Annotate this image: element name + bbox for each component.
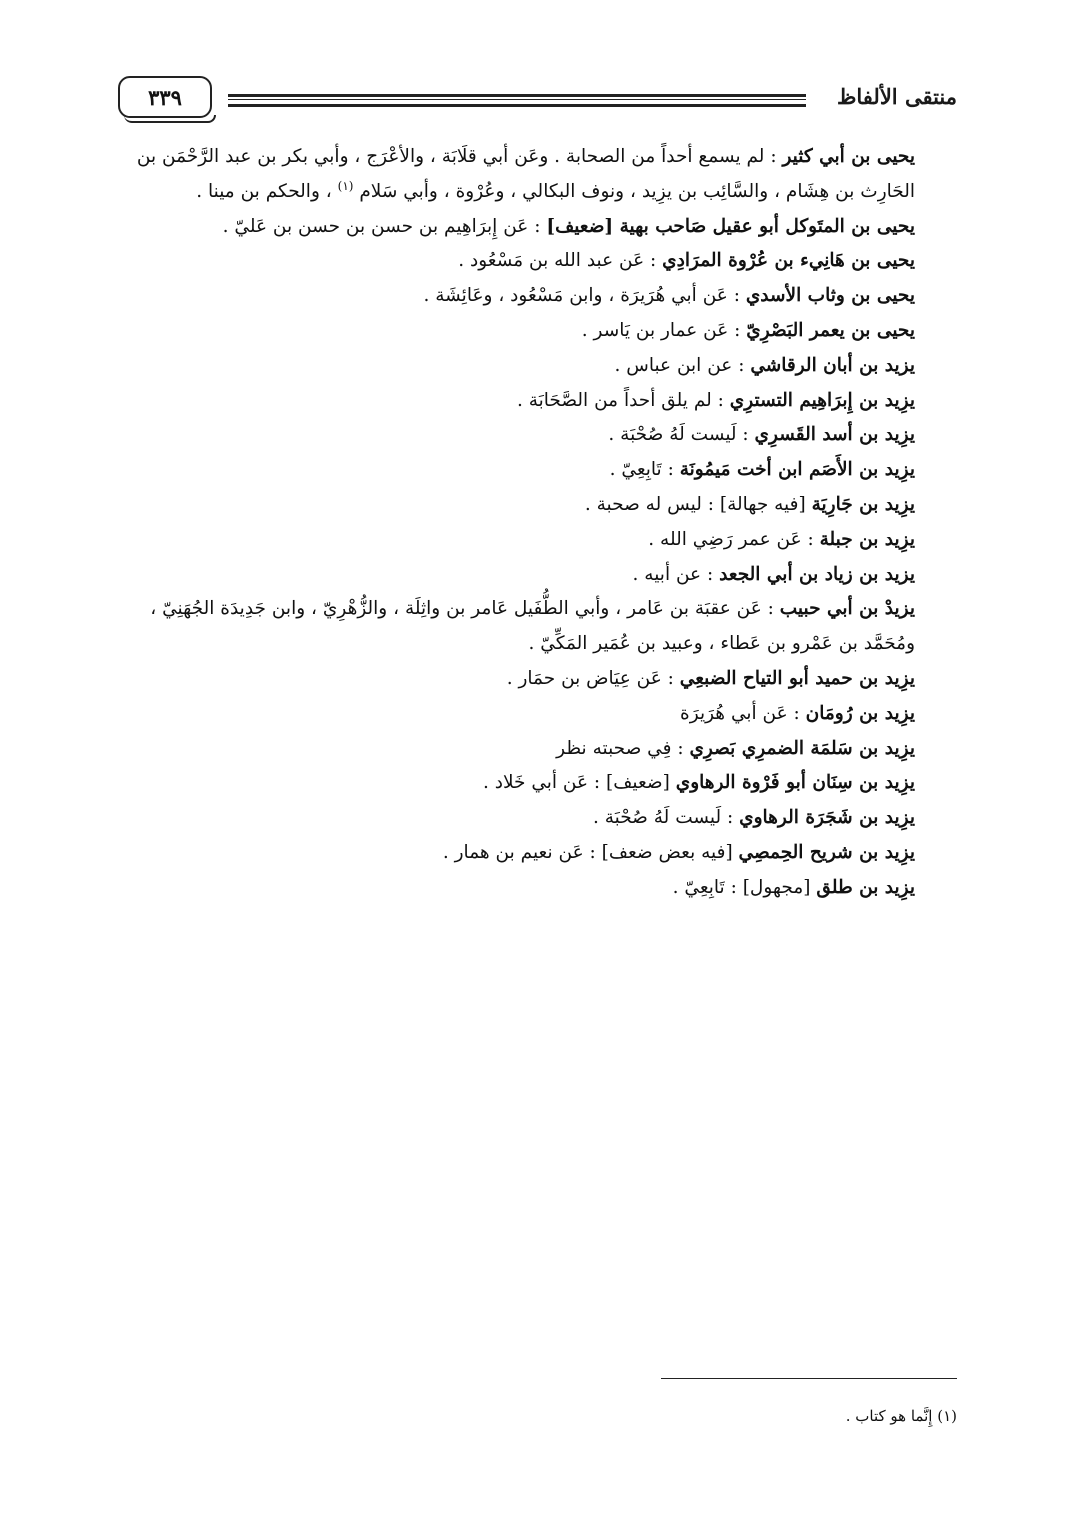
entry-text: [فيه جهالة] : ليس له صحبة .: [584, 493, 812, 515]
entry-text: : عَن عِيَاض بن حمَار .: [506, 667, 680, 689]
entry-name: يزِيد بن طلق: [816, 876, 915, 898]
entry-text: : عَن عمر رَضِي الله .: [648, 528, 820, 550]
entry-name: يحيى بن المتَوكل أبو عقيل صَاحب بهية [ضعيف]: [546, 215, 915, 237]
page-number: ٣٣٩: [118, 76, 212, 118]
entry-text: : عَن أبي هُرَيرَة ، وابن مَسْعُود ، وعَائِشَة .: [423, 285, 746, 307]
entry-8: [118, 418, 957, 453]
entry-name: يزيد بن زياد بن أبي الجعد: [719, 563, 915, 585]
entry-14: [118, 662, 957, 697]
entry-text: : لم يسمع أحداً من الصحابة . وعَن أبي قلَابَة ، والأعْرَج ، وأبي بكر بن عبد الرَّحْمَن بن الحَارِث بن هِشَام ، والسَّائِب بن يزِيد ، ونوف البكالي ، وعُرْوة ، وأبي سَلام: [136, 146, 915, 202]
entry-text: : عن ابن عباس .: [614, 354, 751, 376]
entry-name: يزِيد بن رُومَان: [805, 702, 915, 724]
entry-text: [مجهول] : تَابِعِيّ .: [672, 876, 817, 898]
entry-6: [118, 349, 957, 384]
footnote-reference: (١): [337, 178, 354, 193]
entry-2: [118, 210, 957, 245]
entry-name: يحيى بن أبي كثير: [782, 146, 915, 167]
entry-20: [118, 871, 957, 906]
entry-9: [118, 453, 957, 488]
entry-text: : لَيست لَهُ صُحْبَة .: [592, 807, 740, 829]
entries-list: [118, 140, 957, 906]
entry-text: [ضعيف] : عَن أبي خَلاد .: [482, 772, 676, 794]
entry-text: [فيه بعض ضعف] : عَن نعيم بن همار .: [442, 841, 739, 863]
header-double-rule: [228, 94, 806, 107]
entry-name: يزِيد بن أسد القَسرِي: [754, 424, 915, 446]
footnote-1: [257, 1404, 957, 1428]
entry-text: : عن أبيه .: [632, 563, 720, 585]
entry-16: [118, 732, 957, 767]
footnote-separator: [661, 1378, 957, 1379]
entry-1: [118, 140, 957, 210]
entry-text: : لم يلق أحداً من الصَّحَابَة .: [516, 389, 730, 411]
entry-text: : عَن عبد الله بن مَسْعُود .: [458, 250, 663, 272]
entry-name: يزِيد بن شَجَرَة الرهاوي: [739, 807, 915, 829]
entry-name: يحيى بن هَانِيء بن عُرْوة المرَادِي: [662, 250, 915, 272]
entry-name: يزِيد بن سِنَان أبو فَرْوة الرهاوي: [675, 772, 915, 794]
footnote-marker: (١): [937, 1407, 957, 1425]
entry-text: : لَيست لَهُ صُحْبَة .: [608, 424, 755, 446]
footnote-text: إِنَّما هو كتاب .: [845, 1407, 933, 1425]
footnotes: [257, 1404, 957, 1428]
entry-text: : عَن عمار بن يَاسر .: [581, 319, 747, 341]
entry-name: يزِيد بن حميد أبو التياح الضبعِي: [679, 667, 915, 689]
entry-name: يزِيد بن جبلة: [819, 528, 915, 550]
entry-11: [118, 523, 957, 558]
entry-name: يزِيد بن إِبرَاهِيم التسترِي: [729, 389, 915, 411]
entry-name: يزِيد بن شريح الحِمصِي: [738, 841, 915, 863]
entry-18: [118, 801, 957, 836]
entry-5: [118, 314, 957, 349]
entry-name: يزِيد بن الأَصَم ابن أخت مَيمُونَة: [679, 459, 915, 481]
entry-name: يزِيد بن جَارِيَة: [811, 493, 915, 515]
entry-name: يزيد بن أبان الرقاشي: [750, 354, 915, 376]
entry-17: [118, 766, 957, 801]
entry-text: : عَن عقبَة بن عَامر ، وأبي الطُّفَيل عَامر بن واثِلَة ، والزُّهْرِيّ ، وابن جَدِيدَة الجُهَنِيّ ، ومُحَمَّد بن عَمْرو بن عَطاء ، وعبيد بن عُمَير المَكِّيّ .: [150, 598, 915, 655]
entry-name: يزِيد بن سَلمَة الضمرِي بَصرِي: [689, 737, 915, 759]
entry-10: [118, 488, 957, 523]
entry-13: [118, 592, 957, 662]
entry-12: [118, 558, 957, 593]
entry-15: [118, 697, 957, 732]
entry-text: : تَابِعِيّ .: [609, 459, 680, 481]
entry-text-continued: ، والحكم بن مينا .: [196, 180, 338, 202]
entry-text: : فِي صحبته نظر: [556, 737, 690, 759]
running-header-title: منتقى الألفاظ: [836, 84, 957, 109]
entry-name: يحيى بن وثاب الأسدي: [745, 285, 915, 307]
entry-text: : عَن أبي هُرَيرَة: [680, 702, 806, 724]
entry-4: [118, 279, 957, 314]
entry-3: [118, 244, 957, 279]
entry-name: يحيى بن يعمر البَصْرِيّ: [746, 319, 915, 341]
entry-name: يزيدْ بن أبي حبيب: [779, 598, 915, 620]
entry-text: : عَن إِبرَاهِيم بن حسن بن حسن بن عَليّ .: [222, 215, 547, 237]
entry-7: [118, 384, 957, 419]
entry-19: [118, 836, 957, 871]
